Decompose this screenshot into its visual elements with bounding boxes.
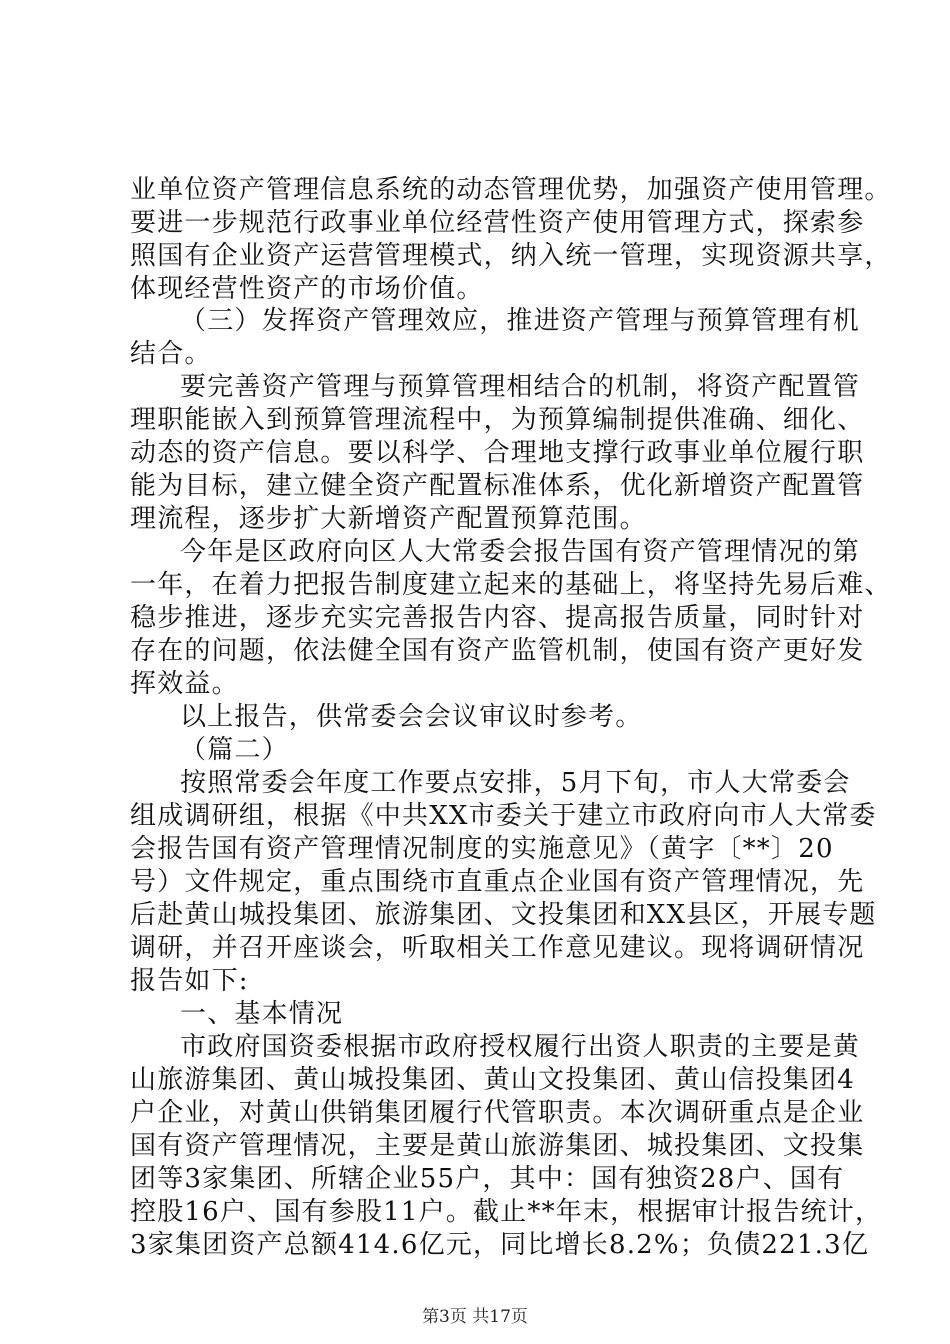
- text-line: 结合。: [130, 339, 212, 369]
- paragraph-start: 按照常委会年度工作要点安排，5月下旬，市人大常委会: [180, 768, 851, 798]
- text-line: 户企业，对黄山供销集团履行代管职责。本次调研重点是企业: [130, 1098, 865, 1128]
- text-line: 稳步推进，逐步充实完善报告内容、提高报告质量，同时针对: [130, 603, 865, 633]
- section-heading: 一、基本情况: [180, 999, 344, 1029]
- text-line: 挥效益。: [130, 669, 239, 699]
- paragraph-start: 要完善资产管理与预算管理相结合的机制，将资产配置管: [180, 372, 861, 402]
- text-line: 理流程，逐步扩大新增资产配置预算范围。: [130, 504, 647, 534]
- text-line: 业单位资产管理信息系统的动态管理优势，加强资产使用管理。: [130, 175, 892, 205]
- text-line: 一年，在着力把报告制度建立起来的基础上，将坚持先易后难、: [130, 570, 892, 600]
- text-line: 后赴黄山城投集团、旅游集团、文投集团和XX县区，开展专题: [130, 900, 877, 930]
- text-line: 存在的问题，依法健全国有资产监管机制，使国有资产更好发: [130, 636, 865, 666]
- text-line: 团等3家集团、所辖企业55户，其中：国有独资28户、国有: [130, 1164, 845, 1194]
- text-line: 控股16户、国有参股11户。截止**年末，根据审计报告统计，: [130, 1197, 883, 1227]
- text-line: 会报告国有资产管理情况制度的实施意见》（黄字〔**〕20: [130, 834, 834, 864]
- text-line: 山旅游集团、黄山城投集团、黄山文投集团、黄山信投集团4: [130, 1065, 855, 1095]
- text-line: 照国有企业资产运营管理模式，纳入统一管理，实现资源共享，: [130, 241, 892, 271]
- text-line: 要进一步规范行政事业单位经营性资产使用管理方式，探索参: [130, 208, 865, 238]
- text-line: 能为目标，建立健全资产配置标准体系，优化新增资产配置管: [130, 471, 865, 501]
- text-line: 报告如下:: [130, 966, 249, 996]
- paragraph-start: 以上报告，供常委会会议审议时参考。: [180, 702, 643, 732]
- text-line: 组成调研组，根据《中共XX市委关于建立市政府向市人大常委: [130, 801, 877, 831]
- text-line: 3家集团资产总额414.6亿元，同比增长8.2%；负债221.3亿: [130, 1230, 870, 1260]
- paragraph-start: 今年是区政府向区人大常委会报告国有资产管理情况的第: [180, 537, 861, 567]
- text-line: 调研，并召开座谈会，听取相关工作意见建议。现将调研情况: [130, 933, 865, 963]
- text-line: 动态的资产信息。要以科学、合理地支撑行政事业单位履行职: [130, 438, 865, 468]
- text-line: 体现经营性资产的市场价值。: [130, 274, 484, 304]
- paragraph-start: 市政府国资委根据市政府授权履行出资人职责的主要是黄: [180, 1032, 861, 1062]
- text-line: 号）文件规定，重点围绕市直重点企业国有资产管理情况，先: [130, 867, 865, 897]
- text-line: 国有资产管理情况，主要是黄山旅游集团、城投集团、文投集: [130, 1131, 865, 1161]
- text-line: 理职能嵌入到预算管理流程中，为预算编制提供准确、细化、: [130, 405, 865, 435]
- section-heading: （三）发挥资产管理效应，推进资产管理与预算管理有机: [180, 306, 861, 336]
- page-number: 第3页 共17页: [422, 1307, 528, 1327]
- section-label: （篇二）: [180, 735, 289, 765]
